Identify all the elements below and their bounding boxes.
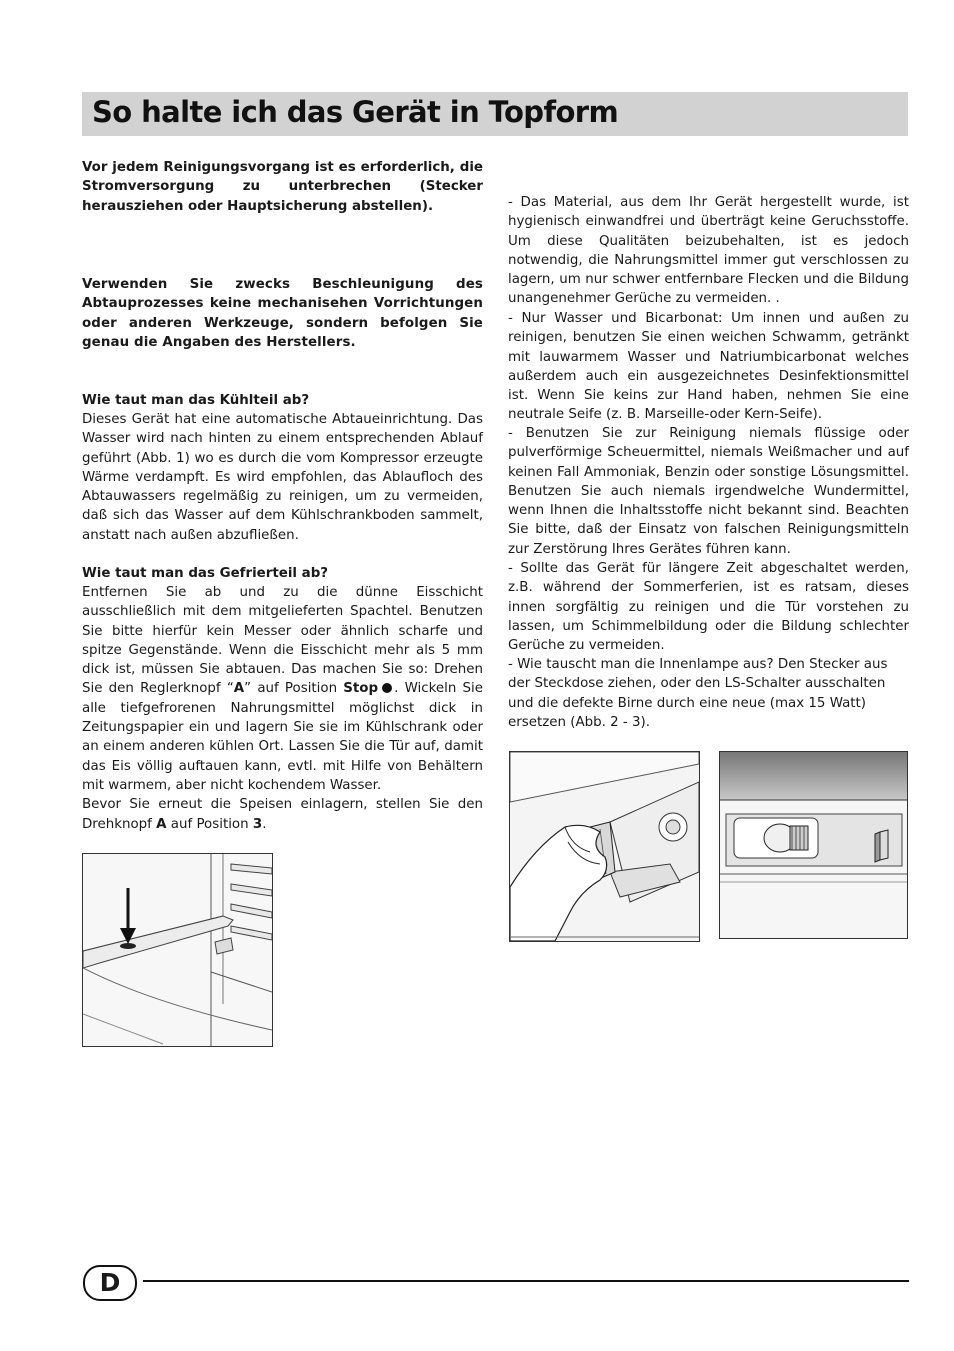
stop-dot-icon: [382, 683, 392, 693]
freezer-text-part-6: .: [262, 816, 267, 832]
defrost-warning: Verwenden Sie zwecks Beschleunigung des Abtauprozesses keine mechanisehen Vorrichtungen oder anderen Werkzeuge, sondern befolgen Sie genau die Angaben des Herstellers.: [82, 277, 483, 350]
freezer-text-part-5: auf Position: [166, 816, 253, 832]
figure-lamp-bulb: [719, 751, 908, 939]
fridge-defrost-heading: Wie taut man das Kühlteil ab?: [82, 393, 310, 408]
figure-drain-illustration: [82, 853, 273, 1047]
title-bar: [82, 92, 908, 136]
knob-letter: A: [233, 681, 245, 697]
freezer-defrost-heading: Wie taut man das Gefrierteil ab?: [82, 566, 329, 581]
lamp-replacement-text: - Wie tauscht man die Innenlampe aus? Den Stecker aus der Steckdose ziehen, oder den LS-Schalter ausschalten und die defekte Birne durch eine neue (max 15 Watt) ersetzen (Abb. 2 - 3).: [508, 657, 888, 730]
long-shutdown-text: - Sollte das Gerät für längere Zeit abgeschaltet werden, z.B. während der Sommerferien, ist es ratsam, dieses innen sorgfältig zu reinigen und die Tür vorstehen zu lassen, um Schimmelbildung oder die Bildung schlechter Gerüche zu vermeiden.: [508, 561, 909, 654]
knob-letter-2: A: [156, 816, 167, 832]
fridge-defrost-text: Dieses Gerät hat eine automatische Abtaueinrichtung. Das Wasser wird nach hinten zu einem entsprechenden Ablauf geführt (Abb. 1) wo es durch die vom Kompressor erzeugte Wärme verdampft. Es wird empfohlen, das Ablaufloch des Abtauwassers regelmäßig zu reinigen, um zu vermeiden, daß sich das Wasser auf dem Kühlschrankboden sammelt, anstatt nach außen abzufließen.: [82, 412, 483, 543]
material-hygiene-text: - Das Material, aus dem Ihr Gerät hergestellt wurde, ist hygienisch einwandfrei und überträgt keine Geruchsstoffe. Um diese Qualitäten beizubehalten, ist es jedoch notwendig, die Nahrungsmittel immer gut verschlossen zu lagern, um nur schwer entfernbare Flecken und die Bildung unangenehmer Gerüche zu vermeiden. .: [508, 195, 909, 307]
freezer-defrost-text: [82, 583, 483, 834]
lamp-bulb-drawing: [720, 752, 907, 938]
freezer-text-part-4: Bevor Sie erneut die Speisen einlagern, stellen Sie den Drehknopf: [82, 797, 483, 832]
position-value: 3: [252, 816, 263, 832]
drain-drawing: [83, 854, 272, 1046]
lamp-cover-drawing: [510, 752, 699, 941]
freezer-text-part-2: ” auf Position: [244, 681, 344, 697]
language-badge: D: [83, 1265, 137, 1301]
no-abrasives-text: - Benutzen Sie zur Reinigung niemals flüssige oder pulverförmige Scheuermittel, niemals Weißmacher und auf keinen Fall Ammoniak, Benzin oder sonstige Lösungsmittel. Benutzen Sie auch niemals irgendwelche Wundermittel, wenn Ihnen die Inhaltsstoffe nicht bekannt sind. Beachten Sie bitte, daß der Einsatz von falschen Reinigungsmitteln zur Zerstörung Ihres Gerätes führen kann.: [508, 426, 909, 557]
freezer-text-part-1: Entfernen Sie ab und zu die dünne Eisschicht ausschließlich mit dem mitgelieferten Spachtel. Benutzen Sie bitte hierfür kein Messer oder ähnlich scharfe und spitze Gegenstände. Wenn die Eisschicht mehr als 5 mm dick ist, müssen Sie abtauen. Das machen Sie so: Drehen Sie den Reglerknopf “: [82, 585, 483, 697]
stop-label: Stop: [343, 681, 379, 697]
intro-warning: Vor jedem Reinigungsvorgang ist es erforderlich, die Stromversorgung zu unterbrechen (Stecker herausziehen oder Hauptsicherung abstellen).: [82, 160, 483, 214]
page-title: So halte ich das Gerät in Topform: [92, 95, 619, 129]
water-bicarbonate-text: - Nur Wasser und Bicarbonat: Um innen und außen zu reinigen, benutzen Sie einen weichen Schwamm, getränkt mit lauwarmem Wasser und Natriumbicarbonat welches außerdem auch ein ausgezeichnetes Desinfektionsmittel ist. Wenn Sie keins zur Hand haben, nehmen Sie eine neutrale Seife (z. B. Marseille-oder Kern-Seife).: [508, 311, 909, 423]
freezer-text-part-3: . Wickeln Sie alle tiefgefrorenen Nahrungsmittel möglichst dick in Zeitungspapier ein und lagern Sie sie im Kühlschrank oder an einem anderen kühlen Ort. Lassen Sie die Tür auf, damit das Eis völlig auftauen kann, evtl. mit Hilfe von Behältern mit warmem, aber nicht kochendem Wasser.: [82, 681, 483, 793]
figure-lamp-cover-removal: [509, 751, 700, 942]
footer-rule: [143, 1280, 909, 1282]
